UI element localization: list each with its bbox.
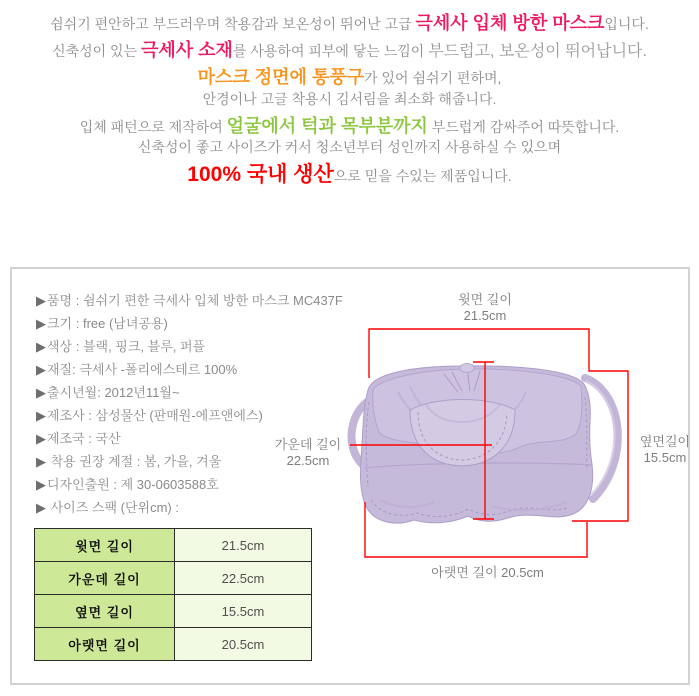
measurement-label-bottom [400,565,575,581]
detail-text: 품명 : 쉼쉬기 편한 극세사 입체 방한 마스크 MC437F [47,293,343,308]
bullet-icon: ▶ [36,454,46,469]
highlight-red: 100% 국내 생산 [187,163,334,186]
table-value-cell: 20.5cm [175,628,312,661]
detail-item-material [36,358,343,381]
detail-text: 색상 : 블랙, 핑크, 블루, 퍼플 [47,339,206,354]
bullet-icon: ▶ [36,339,46,354]
intro-text: 안경이나 고글 착용시 김서림을 최소화 해줍니다. [202,91,497,107]
table-header-cell: 아랫면 길이 [35,628,175,661]
bullet-icon: ▶ [36,385,46,400]
table-row [35,595,312,628]
intro-line-7 [0,158,699,188]
intro-line-1 [0,9,699,35]
intro-text: 입니다. [604,16,649,32]
table-value-cell: 21.5cm [175,529,312,562]
detail-item-color [36,335,343,358]
highlight-pink: 극세사 소재 [141,40,233,60]
measurement-label-side [634,434,696,466]
intro-line-6 [0,137,699,157]
intro-text: 으로 믿을 수있는 제품입니다. [333,168,512,184]
detail-text: 착용 권장 계절 : 봄, 가을, 겨울 [47,454,222,469]
intro-text: 입체 패턴으로 제작하여 [79,119,227,135]
measurement-label-top [415,292,555,324]
detail-item-design-patent [36,473,343,496]
product-details-list [36,289,343,519]
bullet-icon: ▶ [36,408,46,423]
detail-item-size-spec [36,496,343,519]
detail-text: 사이즈 스팩 (단위cm) : [47,500,179,515]
detail-item-maker [36,404,343,427]
table-row [35,562,312,595]
intro-text: 쉼쉬기 편안하고 부드러우며 착용감과 보온성이 뛰어난 고급 [50,16,416,32]
intro-text: 신축성이 있는 [52,43,141,59]
intro-line-3 [0,63,699,89]
detail-text: 크기 : free (남녀공용) [47,316,168,331]
detail-text: 출시년월: 2012년11월~ [47,385,180,400]
bullet-icon: ▶ [36,293,46,308]
intro-text: 부드럽게 감싸주어 따뜻합니다. [427,119,620,135]
measure-label-text: 아랫면 길이 20.5cm [431,565,544,580]
bullet-icon: ▶ [36,431,46,446]
intro-text-large: 부드럽고, 보온성이 뛰어납니다. [428,43,647,60]
detail-text: 제조국 : 국산 [47,431,121,446]
bullet-icon: ▶ [36,362,46,377]
table-header-cell: 가운데 길이 [35,562,175,595]
detail-item-name [36,289,343,312]
highlight-green: 얼굴에서 턱과 목부분까지 [226,116,428,136]
detail-item-size [36,312,343,335]
table-row [35,628,312,661]
detail-item-release [36,381,343,404]
intro-line-4 [0,89,699,109]
bullet-icon: ▶ [36,500,46,515]
table-row [35,529,312,562]
table-header-cell: 옆면 길이 [35,595,175,628]
intro-text: 가 있어 쉼쉬기 편하며, [364,70,502,86]
intro-text: 신축성이 좋고 사이즈가 커서 청소년부터 성인까지 사용하실 수 있으며 [137,139,562,155]
intro-text: 를 사용하여 피부에 닿는 느낌이 [232,43,429,59]
measure-value-text: 15.5cm [643,450,687,465]
table-value-cell: 15.5cm [175,595,312,628]
size-table [34,528,312,661]
measure-value-text: 21.5cm [463,308,507,323]
bullet-icon: ▶ [36,477,46,492]
detail-text: 재질: 극세사 -폴리에스테르 100% [47,362,238,377]
highlight-orange: 마스크 정면에 통풍구 [197,67,365,87]
detail-text: 제조사 : 삼성물산 (판매원-에프앤에스) [47,408,263,423]
highlight-pink: 극세사 입체 방한 마스크 [415,13,605,33]
measure-label-text: 옆면길이 [639,434,691,449]
measure-label-text: 가운데 길이 [274,437,342,452]
bullet-icon: ▶ [36,316,46,331]
table-value-cell: 22.5cm [175,562,312,595]
intro-line-5 [0,112,699,138]
measure-label-text: 윗면 길이 [458,292,512,307]
intro-line-2 [0,36,699,62]
table-header-cell: 윗면 길이 [35,529,175,562]
product-photo-mask [340,352,632,538]
measure-value-text: 22.5cm [286,453,330,468]
detail-text: 디자인출원 : 제 30-0603588호 [47,477,219,492]
measurement-label-center [262,437,354,469]
